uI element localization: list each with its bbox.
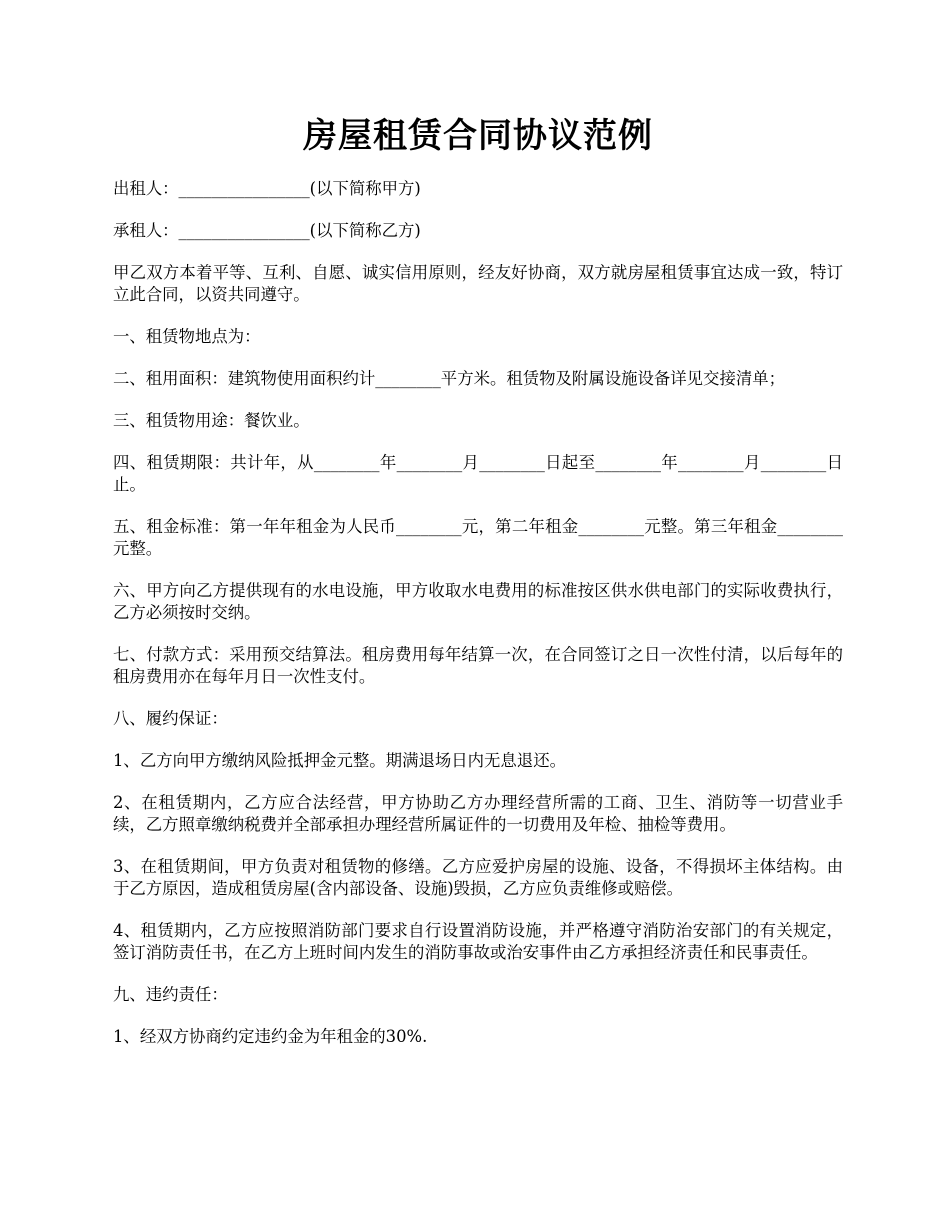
clause-9-item-1: 1、经双方协商约定违约金为年租金的30%.	[113, 1027, 428, 1046]
clause-1-location: 一、租赁物地点为：	[113, 327, 261, 346]
clause-3-usage: 三、租赁物用途：餐饮业。	[113, 411, 310, 430]
clause-7-payment: 七、付款方式：采用预交结算法。租房费用每年结算一次，在合同签订之日一次性付清，以后每年的租房费用亦在每年月日一次性支付。	[113, 645, 843, 686]
clause-8-item-3: 3、在租赁期间，甲方负责对租赁物的修缮。乙方应爱护房屋的设施、设备，不得损坏主体结构。由于乙方原因，造成租赁房屋(含内部设备、设施)毁损，乙方应负责维修或赔偿。	[113, 857, 843, 898]
clause-6-utilities: 六、甲方向乙方提供现有的水电设施，甲方收取水电费用的标准按区供水供电部门的实际收费执行，乙方必须按时交纳。	[113, 581, 843, 622]
clause-5-rent: 五、租金标准：第一年年租金为人民币________元，第二年租金________元整。第三年租金________元整。	[113, 517, 843, 558]
document-body	[113, 178, 843, 1068]
preamble-paragraph: 甲乙双方本着平等、互利、自愿、诚实信用原则，经友好协商，双方就房屋租赁事宜达成一致，特订立此合同，以资共同遵守。	[113, 263, 843, 304]
clause-8-item-4: 4、租赁期内，乙方应按照消防部门要求自行设置消防设施，并严格遵守消防治安部门的有关规定，签订消防责任书，在乙方上班时间内发生的消防事故或治安事件由乙方承担经济责任和民事责任。	[113, 921, 843, 962]
clause-8-item-1: 1、乙方向甲方缴纳风险抵押金元整。期满退场日内无息退还。	[113, 751, 566, 770]
lessee-line: 承租人：________________(以下简称乙方)	[113, 221, 421, 240]
clause-8-item-2: 2、在租赁期内，乙方应合法经营，甲方协助乙方办理经营所需的工商、卫生、消防等一切营业手续，乙方照章缴纳税费并全部承担办理经营所属证件的一切费用及年检、抽检等费用。	[113, 793, 843, 834]
lessor-line: 出租人：________________(以下简称甲方)	[113, 179, 421, 198]
clause-4-term: 四、租赁期限：共计年，从________年________月________日起至________年________月________日止。	[113, 453, 843, 494]
clause-9-liability-heading: 九、违约责任：	[113, 985, 228, 1004]
clause-2-area: 二、租用面积：建筑物使用面积约计________平方米。租赁物及附属设施设备详见交接清单；	[113, 369, 786, 388]
clause-8-guarantee-heading: 八、履约保证：	[113, 709, 228, 728]
document-title: 房屋租赁合同协议范例	[303, 116, 653, 156]
